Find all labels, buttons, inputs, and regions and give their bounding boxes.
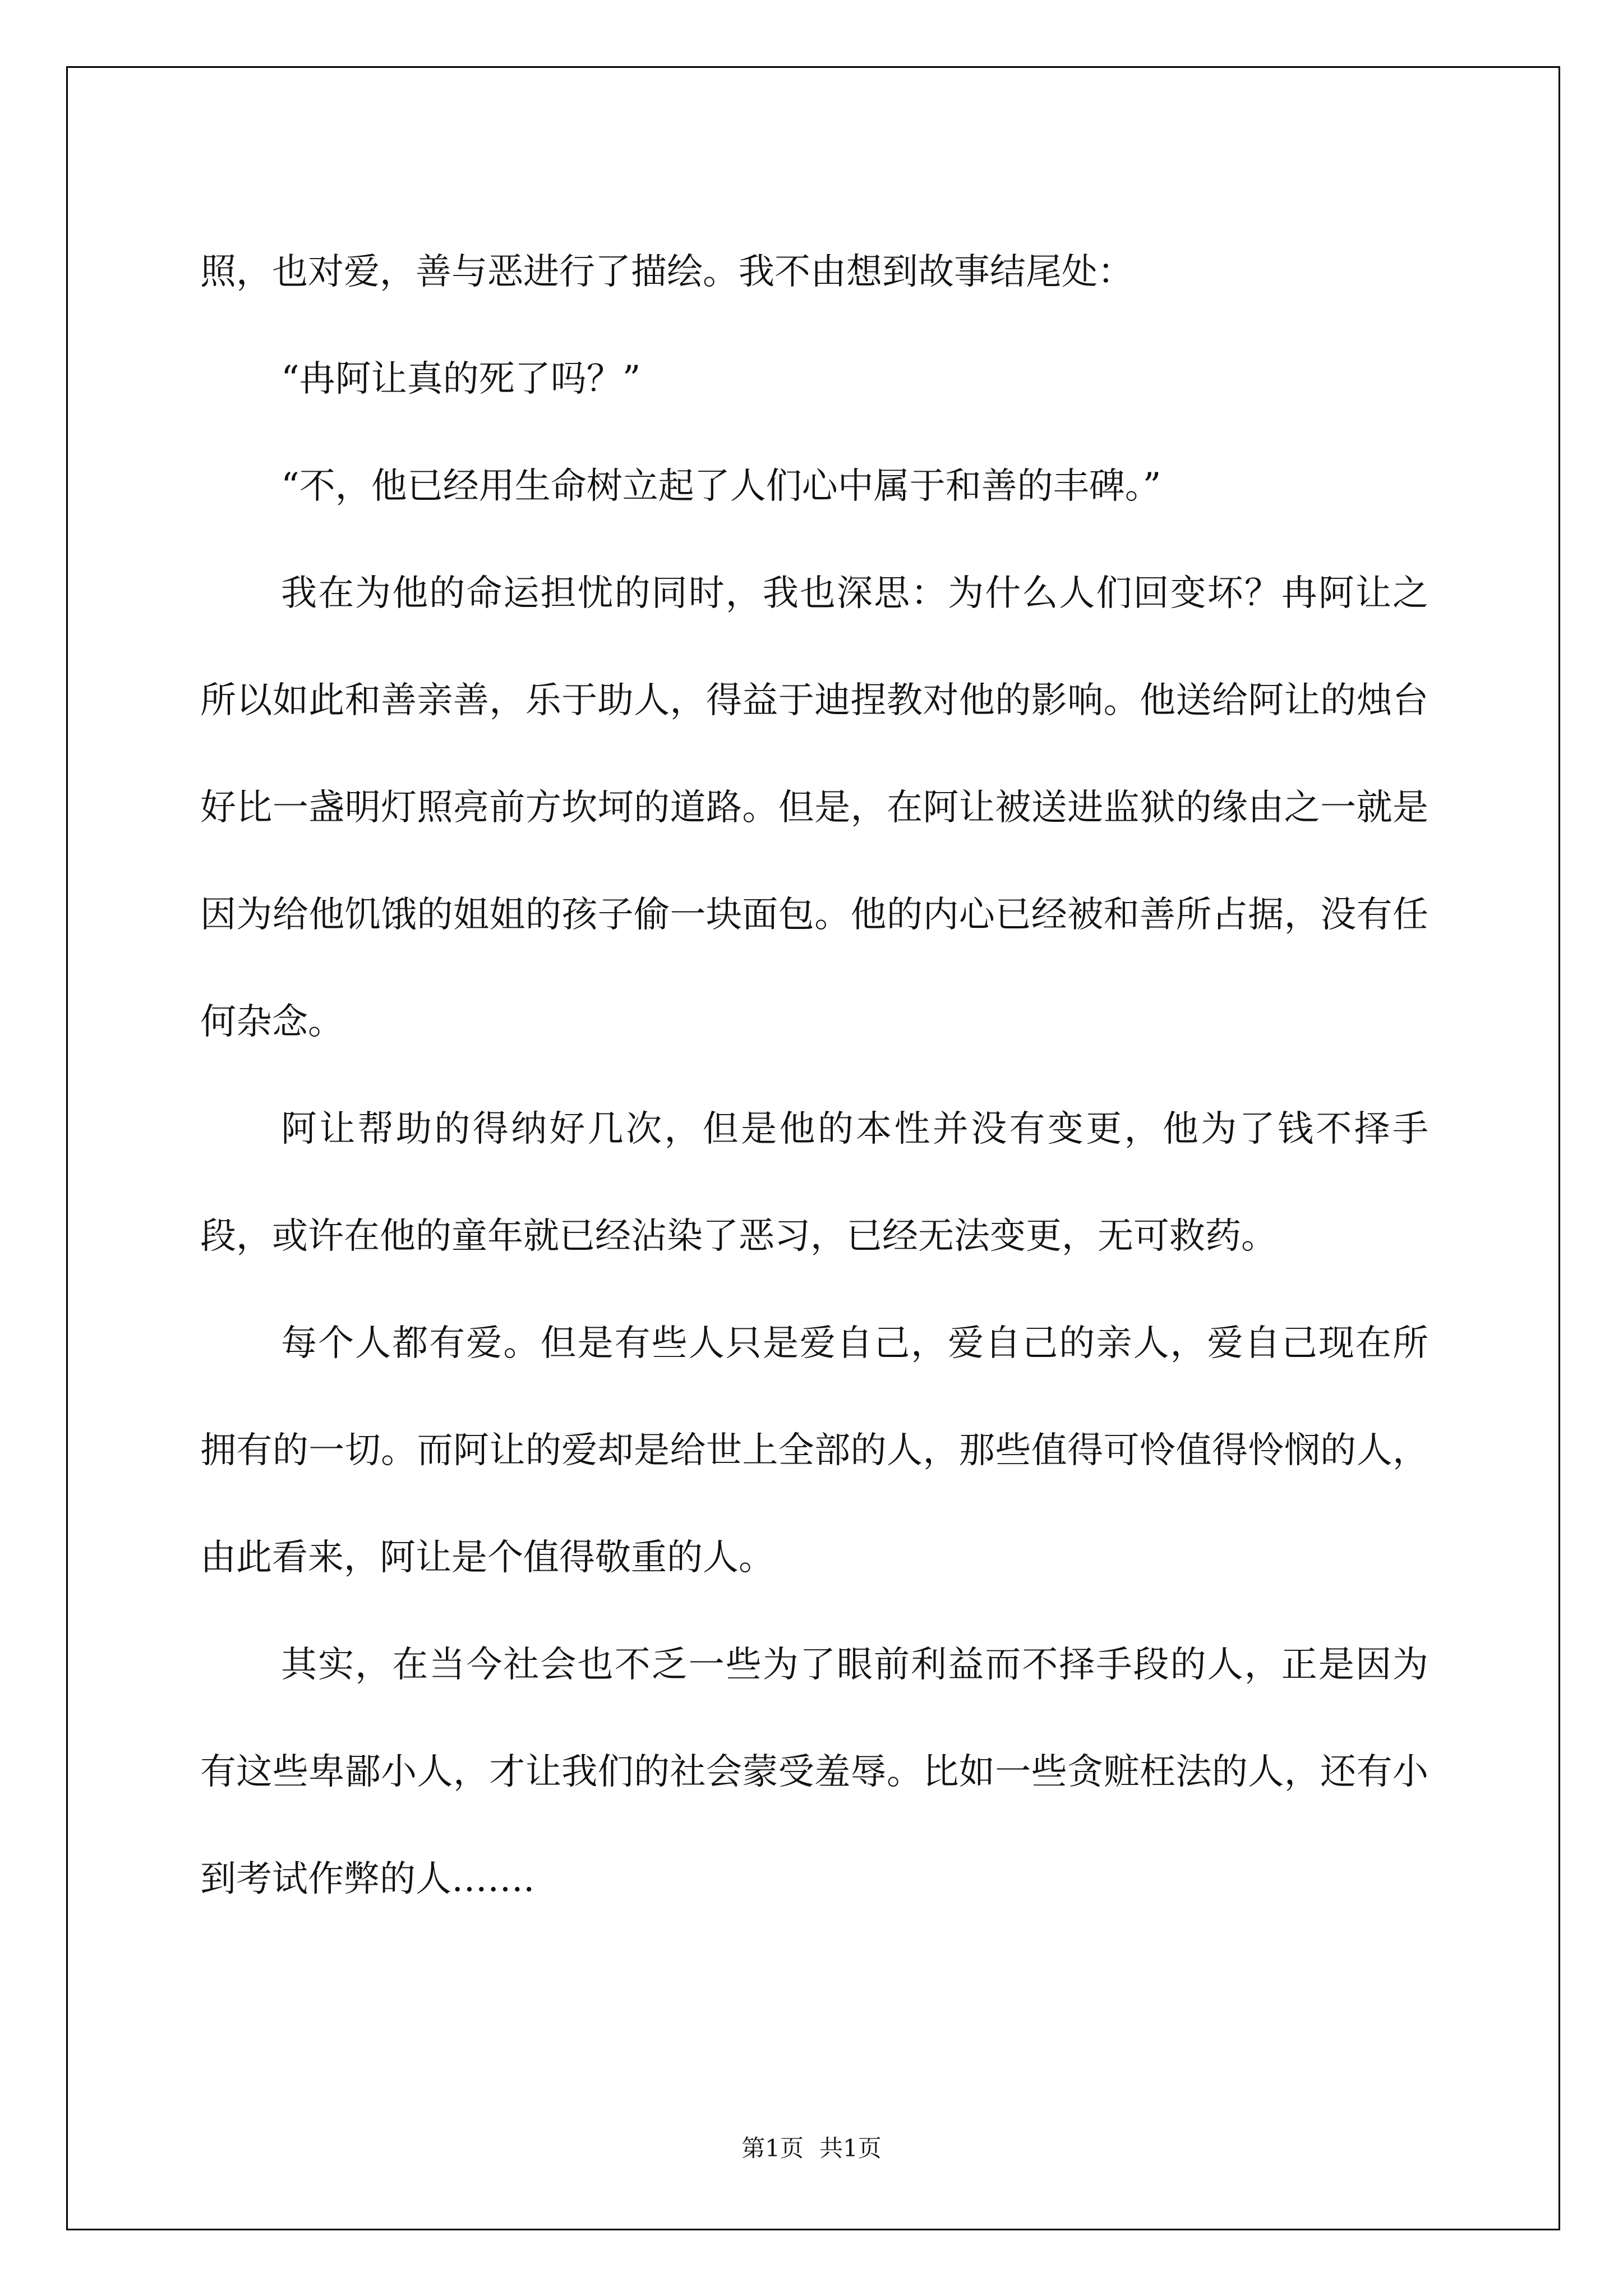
paragraph-7: 其实，在当今社会也不乏一些为了眼前利益而不择手段的人，正是因为有这些卑鄙小人，才让我们的社会蒙受羞辱。比如一些贪赃枉法的人，还有小到考试作弊的人……. — [200, 1644, 1428, 1900]
page-number: 第1页 — [741, 2134, 804, 2162]
paragraph-4: 我在为他的命运担忧的同时，我也深思：为什么人们回变坏？冉阿让之所以如此和善亲善，乐于助人，得益于迪捏教对他的影响。他送给阿让的烛台好比一盏明灯照亮前方坎坷的道路。但是，在阿让被送进监狱的缘由之一就是因为给他饥饿的姐姐的孩子偷一块面包。他的内心已经被和善所占据，没有任何杂念。 — [200, 573, 1428, 1043]
document-body — [200, 219, 1428, 1933]
paragraph-5: 阿让帮助的得纳好几次，但是他的本性并没有变更，他为了钱不择手段，或许在他的童年就已经沾染了恶习，已经无法变更，无可救药。 — [200, 1108, 1428, 1257]
page-footer — [0, 2132, 1623, 2165]
page-total: 共1页 — [819, 2134, 882, 2162]
paragraph-3: “不，他已经用生命树立起了人们心中属于和善的丰碑。” — [281, 466, 1161, 507]
paragraph-1: 照，也对爱，善与恶进行了描绘。我不由想到故事结尾处： — [200, 251, 1133, 293]
paragraph-2: “冉阿让真的死了吗？” — [281, 358, 641, 400]
paragraph-6: 每个人都有爱。但是有些人只是爱自己，爱自己的亲人，爱自己现在所拥有的一切。而阿让的爱却是给世上全部的人，那些值得可怜值得怜悯的人，由此看来，阿让是个值得敬重的人。 — [200, 1323, 1428, 1579]
